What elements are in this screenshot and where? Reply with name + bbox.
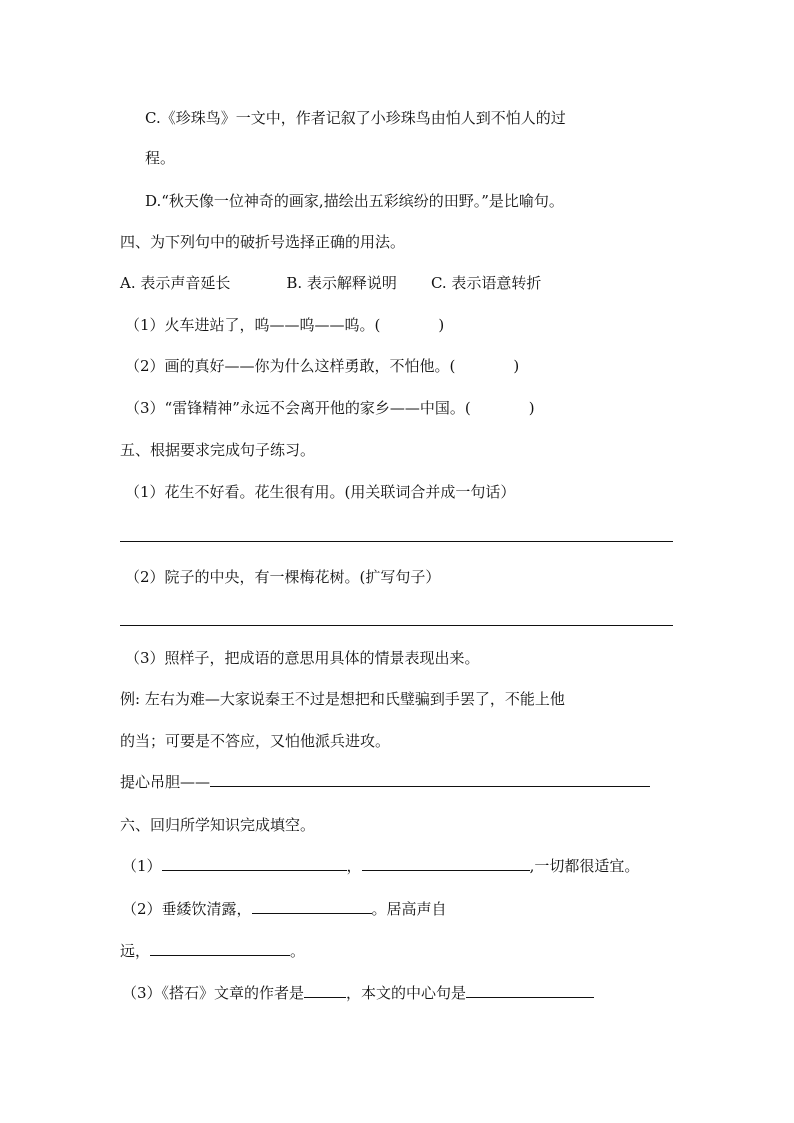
author-blank[interactable] (304, 983, 346, 998)
q3-mid: ，本文的中心句是 (346, 984, 467, 1002)
close-paren: ) (528, 399, 535, 417)
q2-mid: 。居高声自 (371, 900, 447, 918)
fill-blank[interactable] (252, 899, 372, 914)
section4-q2 (125, 356, 519, 376)
section6-q3 (122, 983, 594, 1003)
q2-text: （2）画的真好——你为什么这样勇敢，不怕他。( (125, 357, 456, 375)
q1-label: （1） (122, 857, 162, 875)
section4-title: 四、为下列句中的破折号选择正确的用法。 (120, 233, 406, 251)
choice-a: A. 表示声音延长 (120, 274, 231, 292)
option-c-line: C.《珍珠鸟》一文中，作者记叙了小珍珠鸟由怕人到不怕人的过 (145, 109, 566, 127)
example-line-2: 的当；可要是不答应，又怕他派兵进攻。 (120, 732, 391, 750)
close-paren: ) (513, 357, 520, 375)
section5-q1: （1）花生不好看。花生很有用。(用关联词合并成一句话） (125, 483, 516, 501)
q1-tail: ,一切都很适宜。 (529, 857, 640, 875)
q3-text: （3）“雷锋精神”永远不会离开他的家乡——中国。( (125, 399, 471, 417)
q1-text: （1）火车进站了，呜——呜——呜。( (125, 316, 381, 334)
fill-blank[interactable] (162, 856, 347, 871)
option-d-line: D.“秋天像一位神奇的画家,描绘出五彩缤纷的田野。”是比喻句。 (145, 192, 564, 210)
section4-q1 (125, 315, 444, 335)
section6-q1 (122, 856, 639, 876)
answer-line[interactable] (120, 541, 673, 542)
option-c-continuation: 程。 (145, 149, 176, 167)
idiom-answer-blank[interactable] (210, 772, 650, 787)
period: 。 (290, 942, 306, 960)
section4-q3 (125, 398, 535, 418)
answer-line[interactable] (120, 625, 673, 626)
fill-blank[interactable] (150, 941, 290, 956)
example-line-1: 例: 左右为难—大家说秦王不过是想把和氏璧骗到手罢了，不能上他 (120, 690, 565, 708)
q2-label: （2）垂緌饮清露， (122, 900, 252, 918)
section5-title: 五、根据要求完成句子练习。 (120, 441, 316, 459)
central-sentence-blank[interactable] (466, 983, 594, 998)
choice-b: B. 表示解释说明 (286, 274, 397, 292)
section6-title: 六、回归所学知识完成填空。 (120, 816, 316, 834)
choice-c: C. 表示语意转折 (430, 274, 542, 292)
section5-q2: （2）院子的中央，有一棵梅花树。(扩写句子） (125, 568, 441, 586)
q2-line2-label: 远， (120, 942, 151, 960)
q3-label: （3）《搭石》文章的作者是 (122, 984, 305, 1002)
section6-q2-line2 (120, 941, 305, 961)
idiom-line (120, 772, 650, 792)
section5-q3: （3）照样子，把成语的意思用具体的情景表现出来。 (125, 649, 480, 667)
close-paren: ) (438, 316, 445, 334)
fill-blank[interactable] (362, 856, 530, 871)
idiom-label: 提心吊胆—— (120, 773, 211, 791)
section6-q2 (122, 899, 447, 919)
section4-choices (120, 273, 541, 293)
comma: ， (346, 857, 362, 875)
